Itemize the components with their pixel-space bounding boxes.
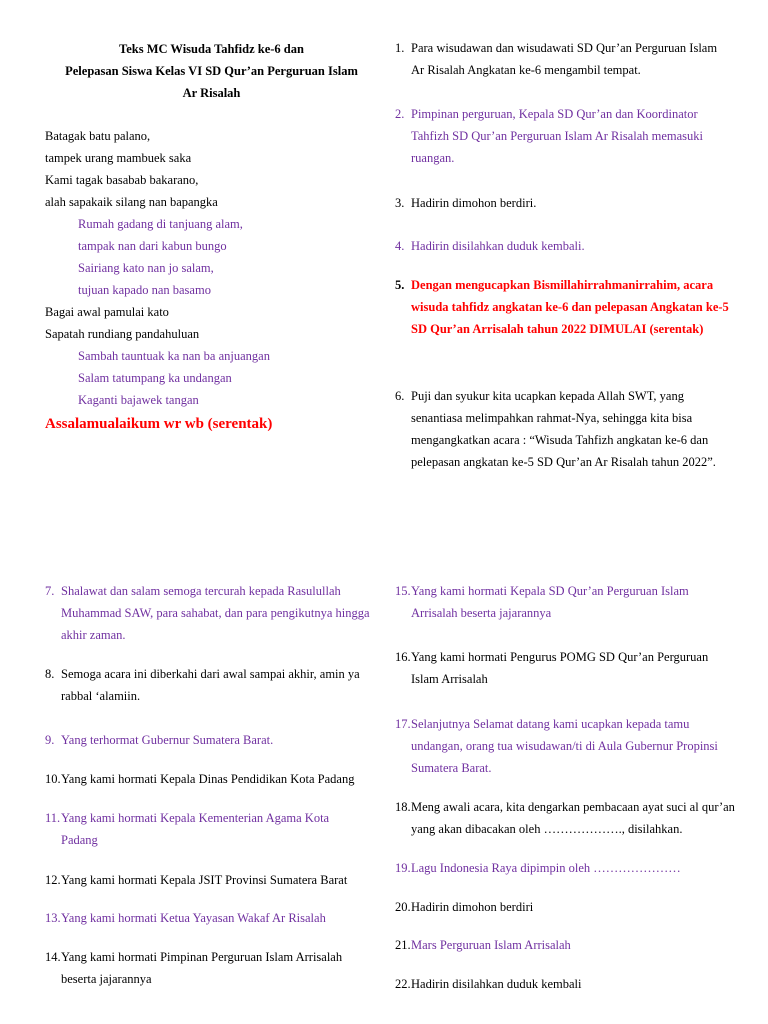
document-title [45, 38, 378, 104]
item-text: Hadirin disilahkan duduk kembali [411, 977, 582, 991]
list-item [395, 274, 730, 340]
list-item [395, 103, 730, 169]
poem-line: Bagai awal pamulai kato [45, 305, 169, 319]
list-item [395, 37, 730, 81]
list-item [45, 768, 375, 790]
item-number: 4. [395, 239, 405, 253]
item-number: 14. [45, 950, 61, 964]
list-item [395, 896, 735, 918]
list-item [395, 192, 730, 214]
poem-line: tampak nan dari kabun bungo [78, 239, 227, 253]
item-text: Yang kami hormati Kepala JSIT Provinsi Sumatera Barat [61, 873, 348, 887]
item-text: Mars Perguruan Islam Arrisalah [411, 938, 571, 952]
list-item [395, 235, 730, 257]
poem-line: alah sapakaik silang nan bapangka [45, 195, 218, 209]
list-item [395, 385, 735, 473]
list-item [45, 869, 375, 891]
poem-line: Rumah gadang di tanjuang alam, [78, 217, 243, 231]
pantun-opening [45, 125, 378, 436]
item-number: 5. [395, 278, 405, 292]
item-text: Pimpinan perguruan, Kepala SD Qur’an dan Koordinator Tahfizh SD Qur’an Perguruan Islam Ar Risalah memasuki ruangan. [411, 107, 704, 165]
list-item [45, 807, 350, 851]
item-text: Yang kami hormati Kepala Dinas Pendidikan Kota Padang [61, 772, 355, 786]
item-number: 8. [45, 667, 55, 681]
list-item [395, 857, 735, 879]
item-number: 2. [395, 107, 405, 121]
item-number: 10. [45, 772, 61, 786]
list-item [395, 646, 730, 690]
item-text: Yang kami hormati Pimpinan Perguruan Islam Arrisalah beserta jajarannya [61, 950, 343, 986]
item-number: 21. [395, 938, 411, 952]
greeting: Assalamualaikum wr wb (serentak) [45, 416, 273, 432]
item-number: 19. [395, 861, 411, 875]
item-text: Shalawat dan salam semoga tercurah kepada Rasulullah Muhammad SAW, para sahabat, dan para pengikutnya hingga akhir zaman. [61, 584, 370, 642]
title-line-1: Teks MC Wisuda Tahfidz ke-6 dan [119, 42, 304, 56]
list-item [45, 729, 375, 751]
item-text: Semoga acara ini diberkahi dari awal sampai akhir, amin ya rabbal ‘alamiin. [61, 667, 360, 703]
item-number: 16. [395, 650, 411, 664]
item-text: Meng awali acara, kita dengarkan pembacaan ayat suci al qur’an yang akan dibacakan oleh ………………., disilahkan. [411, 800, 735, 836]
item-text: Hadirin disilahkan duduk kembali. [411, 239, 585, 253]
poem-line: tampek urang mambuek saka [45, 151, 192, 165]
list-item [395, 796, 735, 840]
list-item [395, 934, 735, 956]
poem-line: tujuan kapado nan basamo [78, 283, 211, 297]
item-number: 6. [395, 389, 405, 403]
item-number: 1. [395, 41, 405, 55]
list-item [45, 663, 375, 707]
poem-line: Kaganti bajawek tangan [78, 393, 199, 407]
item-number: 12. [45, 873, 61, 887]
list-item [395, 713, 735, 779]
list-item [45, 580, 375, 646]
poem-line: Kami tagak basabab bakarano, [45, 173, 199, 187]
item-text: Selanjutnya Selamat datang kami ucapkan kepada tamu undangan, orang tua wisudawan/ti di Aula Gubernur Propinsi Sumatera Barat. [411, 717, 718, 775]
list-item [395, 973, 735, 995]
item-text: Dengan mengucapkan Bismillahirrahmanirrahim, acara wisuda tahfidz angkatan ke-6 dan pelepasan Angkatan ke-5 SD Qur’an Arrisalah tahun 2022 DIMULAI (serentak) [411, 278, 729, 336]
item-number: 20. [395, 900, 411, 914]
item-text: Para wisudawan dan wisudawati SD Qur’an Perguruan Islam Ar Risalah Angkatan ke-6 mengambil tempat. [411, 41, 718, 77]
poem-line: Sambah tauntuak ka nan ba anjuangan [78, 349, 270, 363]
item-number: 22. [395, 977, 411, 991]
item-text: Hadirin dimohon berdiri [411, 900, 534, 914]
item-number: 18. [395, 800, 411, 814]
item-text: Yang kami hormati Kepala SD Qur’an Perguruan Islam Arrisalah beserta jajarannya [411, 584, 689, 620]
item-text: Yang kami hormati Pengurus POMG SD Qur’an Perguruan Islam Arrisalah [411, 650, 709, 686]
title-line-2: Pelepasan Siswa Kelas VI SD Qur’an Perguruan Islam [65, 64, 358, 78]
item-number: 13. [45, 911, 61, 925]
item-number: 7. [45, 584, 55, 598]
list-item [45, 946, 375, 990]
item-number: 17. [395, 717, 411, 731]
item-number: 15. [395, 584, 411, 598]
poem-line: Sairiang kato nan jo salam, [78, 261, 214, 275]
title-line-3: Ar Risalah [182, 86, 241, 100]
item-number: 9. [45, 733, 55, 747]
item-text: Lagu Indonesia Raya dipimpin oleh ………………… [411, 861, 681, 875]
item-text: Yang terhormat Gubernur Sumatera Barat. [61, 733, 274, 747]
list-item [45, 907, 375, 929]
item-text: Puji dan syukur kita ucapkan kepada Allah SWT, yang senantiasa melimpahkan rahmat-Nya, sehingga kita bisa mengangkatkan acara : “Wisuda Tahfizh angkatan ke-6 dan pelepasan angkatan ke-5 SD Qur’an Ar Risalah tahun 2022”. [411, 389, 716, 469]
item-number: 3. [395, 196, 405, 210]
list-item [395, 580, 715, 624]
item-text: Hadirin dimohon berdiri. [411, 196, 537, 210]
item-text: Yang kami hormati Kepala Kementerian Agama Kota Padang [61, 811, 330, 847]
poem-line: Salam tatumpang ka undangan [78, 371, 232, 385]
item-text: Yang kami hormati Ketua Yayasan Wakaf Ar Risalah [61, 911, 326, 925]
poem-line: Sapatah rundiang pandahuluan [45, 327, 200, 341]
poem-line: Batagak batu palano, [45, 129, 151, 143]
item-number: 11. [45, 811, 61, 825]
